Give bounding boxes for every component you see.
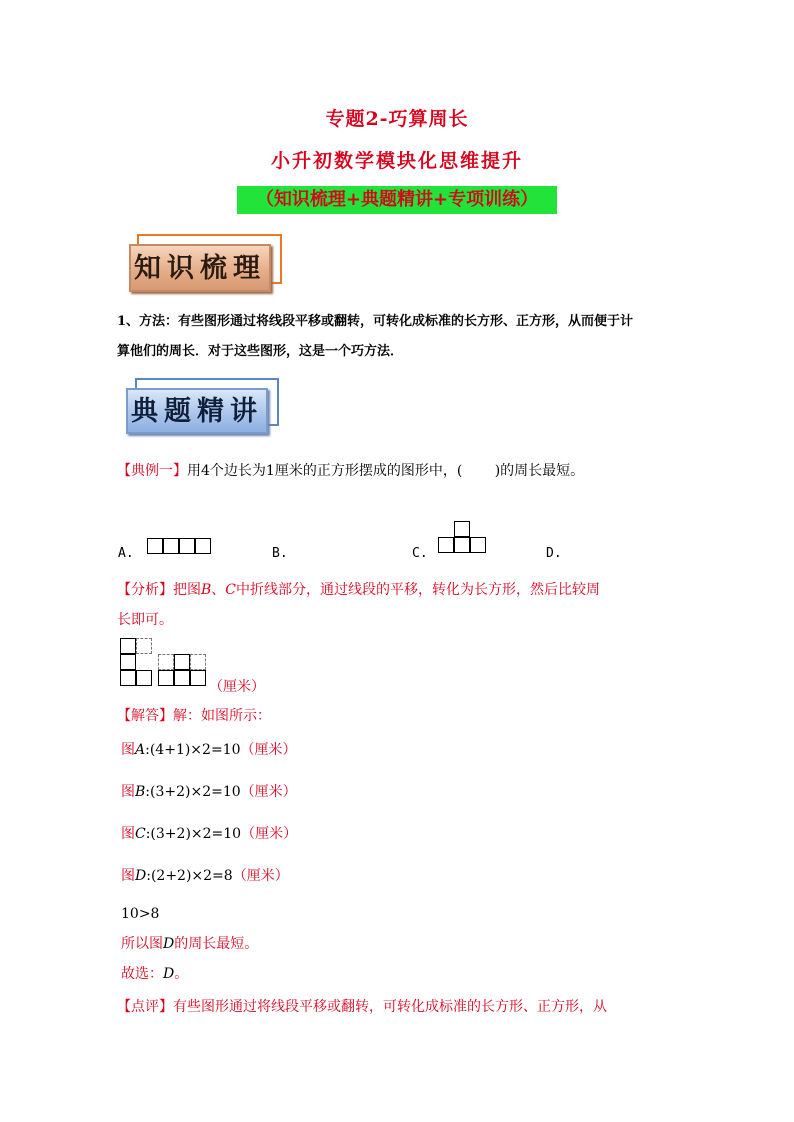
method-line-2: 算他们的周长．对于这些图形，这是一个巧方法．	[117, 344, 404, 359]
answer-intro-text: 解：如图所示：	[173, 708, 271, 724]
example-tag: 【典例一】	[117, 463, 187, 479]
analysis-sep: 、	[211, 582, 226, 598]
answer-d-prefix: 图	[121, 868, 135, 884]
answer-a-prefix: 图	[121, 742, 135, 758]
answer-b-expr: :(3+2)×2=10	[145, 784, 241, 800]
answer-line-c	[121, 824, 297, 844]
analysis-line-1	[117, 580, 600, 600]
analysis-line-2: 长即可。	[117, 612, 173, 628]
option-c-label: C.	[412, 546, 428, 561]
answer-line-b	[121, 782, 297, 802]
option-d-label: D.	[546, 546, 562, 561]
choice-text-a: 故选：	[121, 966, 163, 982]
answer-a-unit: （厘米）	[240, 742, 297, 758]
answer-a-fig: A	[135, 742, 146, 758]
section-banner-examples: 典题精讲	[126, 388, 268, 434]
example-question-text: 用4个边长为1厘米的正方形摆成的图形中，( )的周长最短。	[187, 463, 585, 479]
choice-text-b: 。	[174, 966, 189, 982]
figure-option-c	[438, 521, 488, 555]
conclusion-text-b: 的周长最短。	[174, 936, 259, 952]
figure-analysis-c	[158, 654, 208, 690]
answer-c-expr: :(3+2)×2=10	[145, 826, 242, 842]
comment-text: 有些图形通过将线段平移或翻转，可转化成标准的长方形、正方形，从	[173, 999, 607, 1015]
option-a-label: A.	[118, 546, 134, 561]
section-banner-knowledge: 知识梳理	[129, 244, 271, 292]
answer-a-expr: :(4+1)×2=10	[145, 742, 241, 758]
answer-d-unit: （厘米）	[232, 868, 289, 884]
answer-intro	[117, 706, 271, 726]
page-subtitle: 小升初数学模块化思维提升	[270, 150, 523, 172]
analysis-text-b: 中折线部分，通过线段的平移，转化为长方形，然后比较周	[236, 582, 601, 598]
page-title: 专题2-巧算周长	[325, 108, 469, 130]
figure-analysis-b	[120, 638, 156, 690]
answer-b-unit: （厘米）	[240, 784, 297, 800]
example-question	[117, 461, 584, 481]
answer-d-expr: :(2+2)×2=8	[146, 868, 233, 884]
answer-line-a	[121, 740, 297, 760]
conclusion-fig: D	[163, 936, 175, 952]
answer-choice	[121, 964, 188, 984]
analysis-text-a: 把图	[173, 582, 201, 598]
answer-b-prefix: 图	[121, 784, 135, 800]
answer-d-fig: D	[135, 868, 147, 884]
analysis-fig-b: B	[201, 582, 212, 598]
answer-c-unit: （厘米）	[241, 826, 298, 842]
method-line-1: 1、方法：有些图形通过将线段平移或翻转，可转化成标准的长方形、正方形，从而便于计	[117, 314, 634, 329]
page-tagline: （知识梳理+典题精讲+专项训练）	[237, 186, 557, 214]
answer-tag: 【解答】	[117, 708, 173, 724]
option-b-label: B.	[272, 546, 288, 561]
answer-line-d	[121, 866, 289, 886]
answer-c-fig: C	[135, 826, 146, 842]
answer-b-fig: B	[135, 784, 146, 800]
analysis-unit: （厘米）	[209, 679, 265, 695]
comment-line	[117, 997, 607, 1017]
analysis-fig-c: C	[225, 582, 237, 598]
conclusion-text-a: 所以图	[121, 936, 163, 952]
figure-option-a	[147, 538, 213, 556]
answer-c-prefix: 图	[121, 826, 135, 842]
analysis-tag: 【分析】	[117, 582, 173, 598]
choice-fig: D	[163, 966, 175, 982]
answer-compare: 10>8	[121, 906, 160, 922]
answer-conclusion	[121, 934, 258, 954]
comment-tag: 【点评】	[117, 999, 173, 1015]
